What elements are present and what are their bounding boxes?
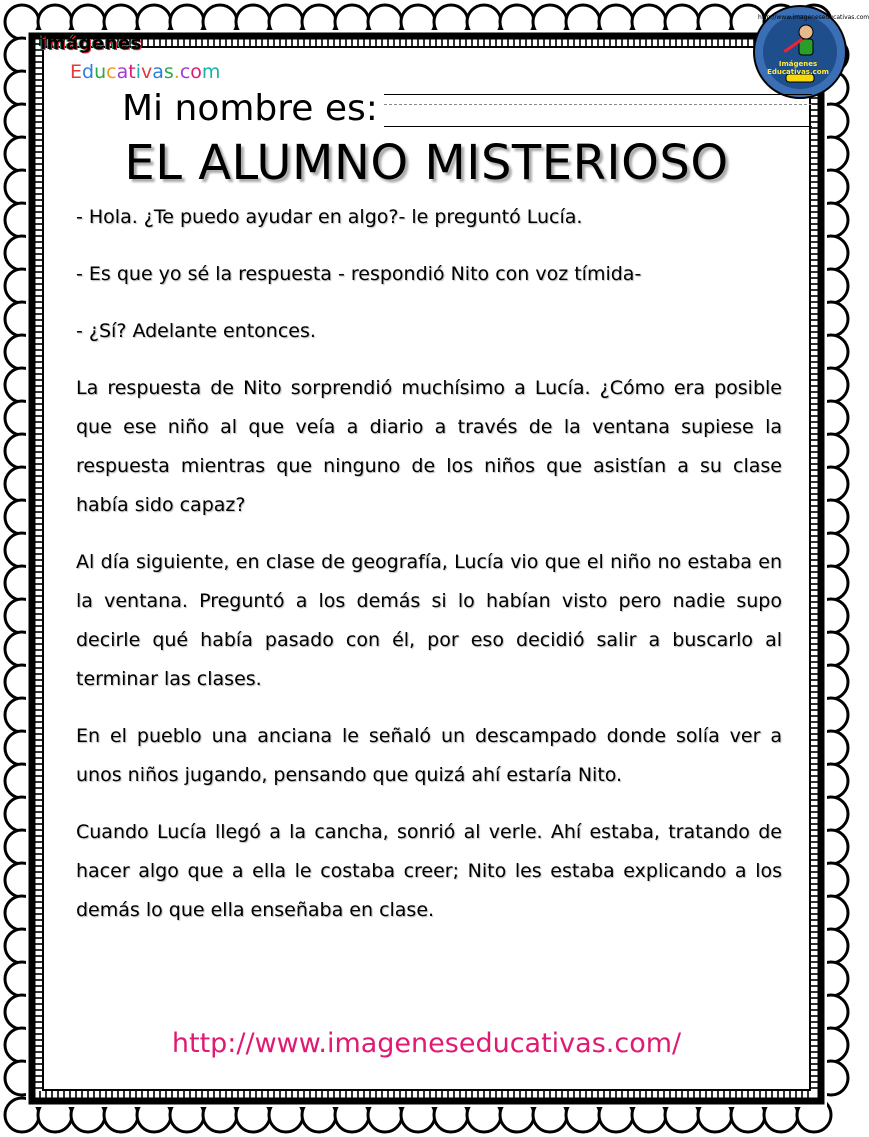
story-text — [76, 198, 782, 948]
name-line-top — [384, 94, 812, 95]
badge-url-text: http://www.imageneseducativas.com — [758, 14, 869, 21]
footer-url: http://www.imageneseducativas.com/ — [171, 1028, 682, 1059]
name-line-bottom — [384, 126, 812, 127]
name-label: Mi nombre es: — [122, 88, 378, 129]
story-paragraph: En el pueblo una anciana le señaló un descampado donde solía ver a unos niños jugando, pensando que quizá ahí estaría Nito. — [76, 725, 782, 786]
badge-brand-text: Imágenes Educativas.com — [767, 60, 829, 76]
site-logo — [40, 34, 220, 84]
name-line-dashed — [384, 104, 812, 105]
story-paragraph: - Es que yo sé la respuesta - respondió Nito con voz tímida- — [76, 263, 642, 285]
logo-text-top: imágenes — [40, 33, 142, 54]
story-paragraph: Al día siguiente, en clase de geografía, Lucía vio que el niño no estaba en la ventana. Preguntó a los demás si lo habían visto pero nadie supo decirle qué había pasado con él, por eso decidió salir a buscarlo al terminar las clases. — [76, 551, 782, 690]
name-field — [122, 88, 812, 132]
story-paragraph: La respuesta de Nito sorprendió muchísimo a Lucía. ¿Cómo era posible que ese niño al que veía a diario a través de la ventana supiese la respuesta mientras que ninguno de los niños que asistían a su clase había sido capaz? — [76, 377, 782, 516]
page-title: EL ALUMNO MISTERIOSO — [124, 135, 729, 191]
logo-text-colored: Educativas.com — [70, 61, 221, 83]
logo-text-bottom — [70, 60, 220, 84]
story-paragraph: - ¿Sí? Adelante entonces. — [76, 320, 316, 342]
story-paragraph: - Hola. ¿Te puedo ayudar en algo?- le preguntó Lucía. — [76, 206, 583, 228]
story-paragraph: Cuando Lucía llegó a la cancha, sonrió al verle. Ahí estaba, tratando de hacer algo que a ella le costaba creer; Nito les estaba explicando a los demás lo que ella enseñaba en clase. — [76, 821, 782, 921]
